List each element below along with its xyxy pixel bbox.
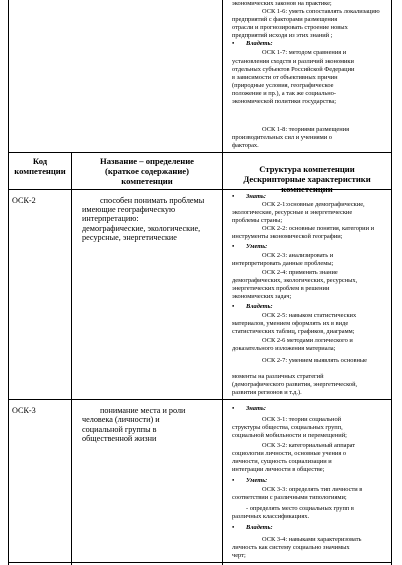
header-name-line: компетенции xyxy=(121,176,173,186)
header-name-line: (краткое содержание) xyxy=(105,166,189,176)
header-structure-line: Дескрипторные характеристики xyxy=(243,174,371,184)
text-line: - определять место социальных групп в xyxy=(246,505,354,512)
text-line: черт; xyxy=(232,552,246,559)
bullet-marker: • xyxy=(232,243,235,250)
text-line: ОСК 3-3: определять тип личности в xyxy=(262,486,363,493)
bullet-marker: • xyxy=(232,193,235,200)
text-line: предприятий с факторами размещения xyxy=(232,16,338,23)
competence-name-line: человека (личности) и xyxy=(82,415,160,424)
header-code-line: Код xyxy=(32,156,48,166)
text-line: ОСК 2-1:основные демографические, xyxy=(262,201,365,208)
table-left-border xyxy=(8,0,9,565)
text-line: ОСК 2-7: умением выявлять основные xyxy=(262,357,368,364)
table-col1-divider xyxy=(71,152,72,565)
header-structure-line: компетенции xyxy=(281,184,333,194)
text-line: личности, сущность социализации и xyxy=(232,458,332,465)
text-line: факторах. xyxy=(232,142,259,149)
competence-name-line: понимание места и роли xyxy=(100,406,186,415)
text-line: социологии личности, основные учения о xyxy=(232,450,347,457)
text-line: энергетических проблем в решении xyxy=(232,285,330,292)
row-line-osk2 xyxy=(8,399,392,400)
text-line: ОСК 3-2: категориальный аппарат xyxy=(262,442,356,449)
competence-name-line: демографические, экологические, xyxy=(82,224,201,233)
text-line: ОСК 2-2: основные понятия, категории и xyxy=(262,225,375,232)
text-line: ОСК 2-5: навыком статистических xyxy=(262,312,357,319)
text-line: проблемы страны; xyxy=(232,217,283,224)
text-line: в зависимости от объективных причин xyxy=(232,74,338,81)
competence-name-line: способен понимать проблемы xyxy=(100,196,205,205)
competence-name-line: имеющие географическую xyxy=(82,205,176,214)
table-col2-divider xyxy=(222,0,223,565)
competence-code: ОСК-2 xyxy=(12,196,36,205)
text-line: экономических задач; xyxy=(232,293,292,300)
text-line: моменты на различных стратегий xyxy=(232,373,324,380)
text-line: экономической политики государства; xyxy=(232,98,337,105)
text-line: отрасли и прогнозировать строение новых xyxy=(232,24,348,31)
row-line-top-fragment xyxy=(8,152,392,153)
text-line: соответствии с различными типологиями; xyxy=(232,494,347,501)
text-line: ОСК 3-4: навыками характеризовать xyxy=(262,536,362,543)
section-label-umet: Уметь: xyxy=(246,477,268,484)
text-line: материалов, умением оформлять их в виде xyxy=(232,320,349,327)
text-line: ОСК 1-8: теориями размещения xyxy=(262,126,350,133)
bullet-marker: • xyxy=(232,477,235,484)
text-line: предприятий исходя из этих знаний ; xyxy=(232,32,333,39)
text-line: интеграции личности в обществе; xyxy=(232,466,325,473)
text-line: установления сходств и различий экономики xyxy=(232,58,354,65)
text-line: (демографического развития, энергетической, xyxy=(232,381,358,388)
text-line: производительных сил и учениями о xyxy=(232,134,332,141)
text-line: ОСК 2-3: анализировать и xyxy=(262,252,334,259)
competence-name-line: ресурсные, энергетические xyxy=(82,233,177,242)
section-label-vladet: Владеть: xyxy=(246,524,273,531)
header-code-line: компетенции xyxy=(14,166,66,176)
text-line: интерпретировать данные проблемы; xyxy=(232,260,334,267)
bullet-marker: • xyxy=(232,303,235,310)
text-line: доказательного изложения материала; xyxy=(232,345,336,352)
table-right-border xyxy=(391,0,392,565)
text-line: ОСК 1-6: уметь сопоставлять локализацию xyxy=(262,8,380,15)
section-label-znat: Знать: xyxy=(246,193,267,200)
text-line: личность как систему социально значимых xyxy=(232,544,350,551)
bullet-marker: • xyxy=(232,40,235,47)
text-line: инструменты экономической географии; xyxy=(232,233,343,240)
text-line: различных классификациях. xyxy=(232,513,310,520)
text-line: положение и пр.), а так же социально- xyxy=(232,90,336,97)
text-line: структуры общества, социальных групп, xyxy=(232,424,343,431)
text-line: социальной мобильности и перемещений; xyxy=(232,432,347,439)
table-bottom-border xyxy=(8,562,392,563)
competence-name-line: социальной группы в xyxy=(82,425,157,434)
bullet-marker: • xyxy=(232,524,235,531)
text-line: отдельных субъектов Российской Федерации xyxy=(232,66,355,73)
section-label-umet: Уметь: xyxy=(246,243,268,250)
text-line: экономических законов на практике; xyxy=(232,0,332,7)
competence-name-line: общественной жизни xyxy=(82,434,157,443)
text-line: статистических таблиц, графиков, диаграмм; xyxy=(232,328,355,335)
text-line: ОСК 2-6 методами логического и xyxy=(262,337,353,344)
text-line: ОСК 1-7: методом сравнения и xyxy=(262,49,347,56)
competence-code: ОСК-3 xyxy=(12,406,36,415)
section-label-vladet: Владеть: xyxy=(246,303,273,310)
text-line: экологические, ресурсные и энергетические xyxy=(232,209,353,216)
text-line: (природные условия, географическое xyxy=(232,82,334,89)
text-line: развития регионов и т.д.). xyxy=(232,389,302,396)
text-line: ОСК 3-1: теории социальной xyxy=(262,416,342,423)
section-label-znat: Знать: xyxy=(246,405,267,412)
header-structure-line: Структура компетенции xyxy=(259,164,355,174)
section-label-vladet: Владеть: xyxy=(246,40,273,47)
header-name-line: Название – определение xyxy=(100,156,194,166)
text-line: демографических, экологических, ресурсных, xyxy=(232,277,358,284)
competence-name-line: интерпретацию: xyxy=(82,214,139,223)
bullet-marker: • xyxy=(232,405,235,412)
text-line: ОСК 2-4: применять знание xyxy=(262,269,338,276)
